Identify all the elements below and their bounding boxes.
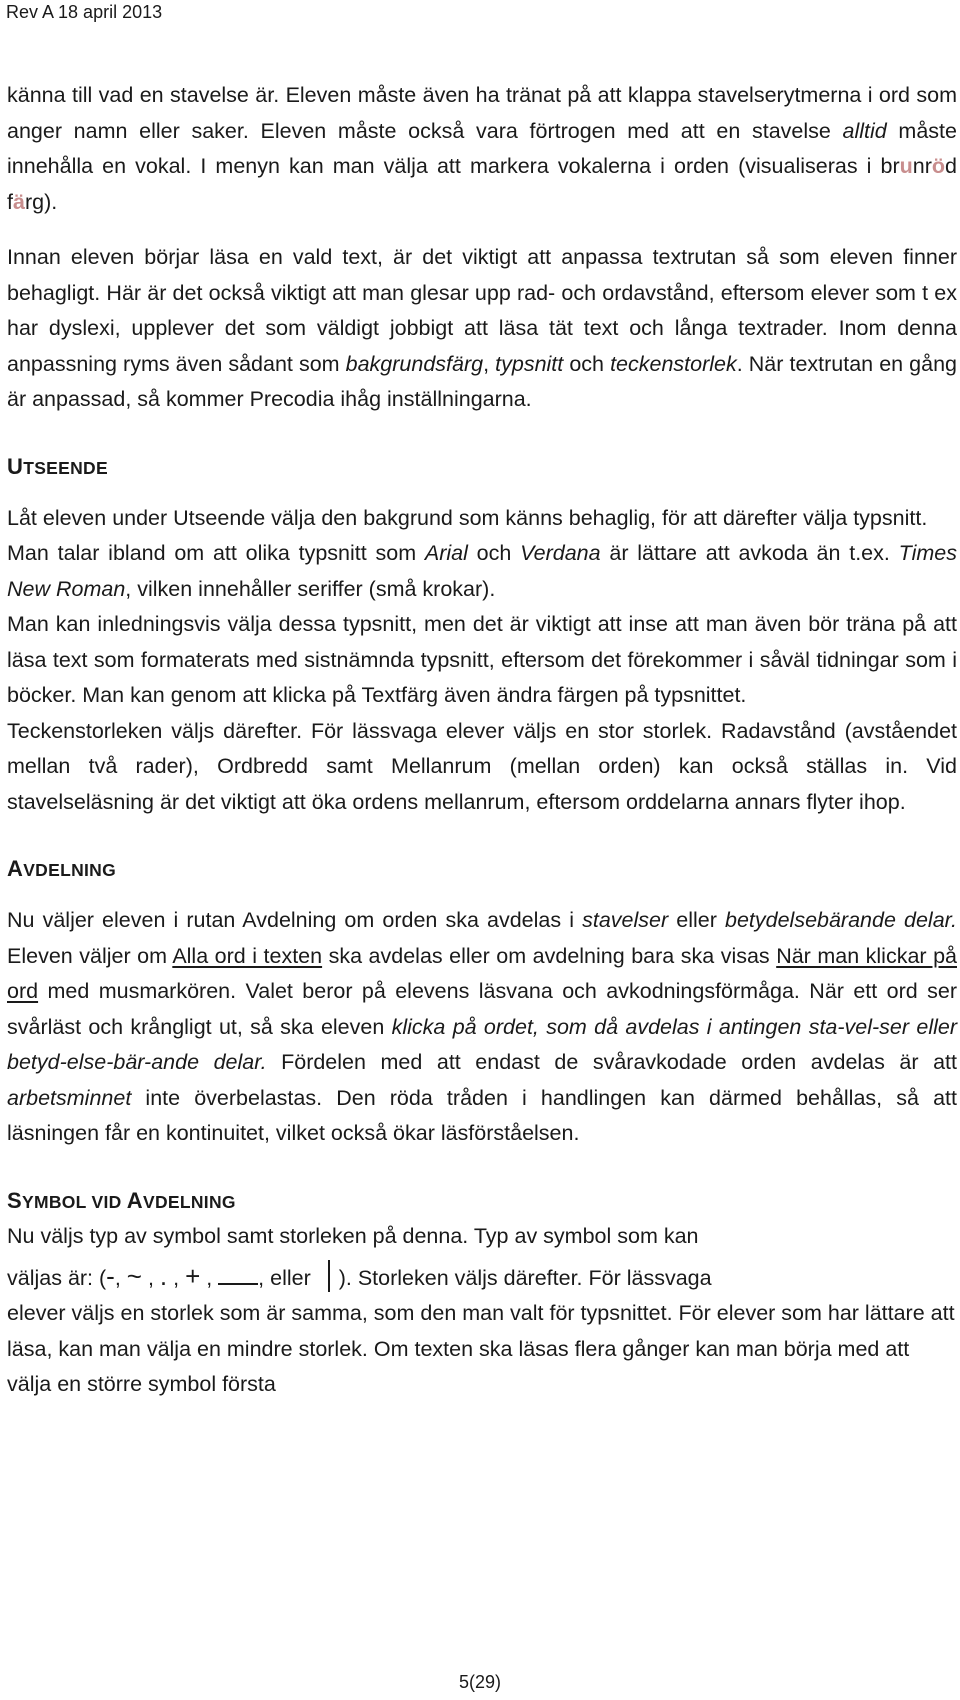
paragraph-background: Låt eleven under Utseende välja den bakgrund som känns behaglig, för att därefter välja typsnitt.	[7, 505, 928, 530]
revision-date: Rev A 18 april 2013	[6, 2, 163, 22]
underscore-symbol	[218, 1265, 258, 1285]
paragraph-textbox: Innan eleven börjar läsa en vald text, är det viktigt att anpassa textrutan så som eleven finner behagligt. Här är det också viktigt att man glesar upp rad- och ordavstånd, eftersom elever som t ex har dyslexi, upplever det som väldigt jobbigt att läsa tät text och långa textrader. Inom denna anpassning ryms även sådant som bakgrundsfärg, typsnitt och teckenstorlek. När textrutan en gång är anpassad, så kommer Precodia ihåg inställningarna.	[7, 245, 957, 411]
document-body	[7, 78, 957, 1403]
heading-symbol-vid-avdelning: SYMBOL VID AVDELNING	[7, 1187, 236, 1213]
symbol-rest: elever väljs en storlek som är samma, som den man valt för typsnittet. För elever som har lättare att läsa, kan man välja en mindre storlek. Om texten ska läsas flera gånger kan man börja med att välja en större symbol första	[7, 1301, 955, 1396]
paragraph-division: Nu väljer eleven i rutan Avdelning om orden ska avdelas i stavelser eller betydelsebärande delar. Eleven väljer om Alla ord i texten ska avdelas eller om avdelning bara ska visas När man klickar på ord med musmarkören. Valet beror på elevens läsvana och avkodningsförmåga. När ett ord ser svårläst och krångligt ut, så ska eleven klicka på ordet, som då avdelas i antingen sta-vel-ser eller betyd-else-bär-ande delar. Fördelen med att endast de svåravkodade orden avdelas är att arbetsminnet inte överbelastas. Den röda tråden i handlingen kan därmed behållas, så att läsningen får en kontinuitet, vilket också ökar läsförståelsen.	[7, 908, 958, 1145]
paragraph-font-practice: Man kan inledningsvis välja dessa typsnitt, men det är viktigt att inse att man även bör träna på att läsa text som formaterats med sistnämnda typsnitt, eftersom det förekommer i såväl tidningar som i böcker. Man kan genom att klicka på Textfärg även ändra färgen på typsnittet.	[7, 612, 957, 707]
symbol-list-line: väljas är: (-, ~ , . , + , , eller ). Storleken väljs därefter. För lässvaga	[7, 1261, 712, 1291]
heading-utseende: UTSEENDE	[7, 453, 108, 479]
paragraph-symbol	[7, 1219, 957, 1403]
symbol-intro-line: Nu väljs typ av symbol samt storleken på denna. Typ av symbol som kan	[7, 1223, 699, 1248]
paragraph-syllables: känna till vad en stavelse är. Eleven måste även ha tränat på att klappa stavelserytmerna i ord som anger namn eller saker. Eleven måste också vara förtrogen med att en stavelse alltid måste innehålla en vokal. I menyn kan man välja att markera vokalerna i orden (visualiseras i brunröd färg).	[7, 83, 957, 214]
heading-avdelning: AVDELNING	[7, 856, 117, 881]
paragraph-font-size: Teckenstorleken väljs därefter. För lässvaga elever väljs en stor storlek. Radavstånd (avståendet mellan två rader), Ordbredd samt Mellanrum (mellan orden) kan också ställas in. Vid stavelseläsning är det viktigt att öka ordens mellanrum, eftersom orddelarna annars flyter ihop.	[7, 718, 957, 814]
page-number: 5(29)	[458, 1672, 502, 1692]
vertical-bar-symbol	[328, 1260, 330, 1292]
paragraph-fonts: Man talar ibland om att olika typsnitt som Arial och Verdana är lättare att avkoda än t.ex. Times New Roman, vilken innehåller seriffer (små krokar).	[7, 541, 957, 601]
